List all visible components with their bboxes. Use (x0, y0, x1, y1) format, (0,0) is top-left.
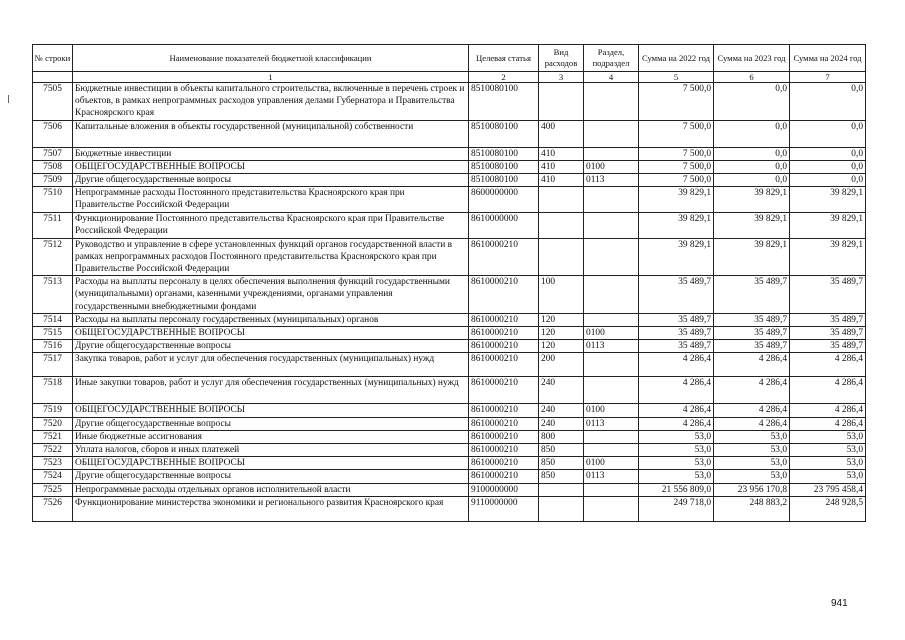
row-sum-2022: 4 286,4 (639, 404, 714, 417)
row-target-code: 8610000000 (469, 212, 539, 238)
row-section (584, 377, 639, 404)
row-expense-type (539, 496, 584, 521)
row-name: Закупка товаров, работ и услуг для обеспечения государственных (муниципальных) нужд (73, 353, 469, 377)
row-sum-2023: 4 286,4 (714, 353, 790, 377)
row-name: ОБЩЕГОСУДАРСТВЕННЫЕ ВОПРОСЫ (73, 457, 469, 470)
row-sum-2023: 0,0 (714, 160, 790, 173)
row-target-code: 8610000210 (469, 377, 539, 404)
row-sum-2024: 248 928,5 (790, 496, 866, 521)
column-number: 6 (714, 72, 790, 83)
table-row (33, 238, 866, 276)
row-sum-2024: 4 286,4 (790, 417, 866, 430)
row-name: Непрограммные расходы отдельных органов исполнительной власти (73, 483, 469, 496)
row-name: Бюджетные инвестиции в объекты капитального строительства, включенные в перечень строек и объектов, в рамках непрограммных расходов управления делами Губернатора и Правительства Красноярского края (73, 83, 469, 121)
row-number: 7514 (33, 313, 73, 326)
row-sum-2022: 53,0 (639, 470, 714, 483)
row-name: Уплата налогов, сборов и иных платежей (73, 444, 469, 457)
row-sum-2022: 7 500,0 (639, 83, 714, 121)
row-sum-2024: 0,0 (790, 147, 866, 160)
row-number: 7512 (33, 238, 73, 276)
table-row (33, 276, 866, 314)
row-section (584, 120, 639, 147)
row-target-code: 8610000210 (469, 404, 539, 417)
row-name: Руководство и управление в сфере установленных функций органов государственной власти в рамках непрограммных расходов Постоянного представительства Красноярского края при Правительстве Российской Федерации (73, 238, 469, 276)
row-target-code: 9110000000 (469, 496, 539, 521)
row-sum-2023: 4 286,4 (714, 404, 790, 417)
row-target-code: 8510080100 (469, 174, 539, 187)
row-sum-2024: 35 489,7 (790, 313, 866, 326)
row-sum-2023: 0,0 (714, 174, 790, 187)
row-expense-type: 120 (539, 327, 584, 340)
row-sum-2024: 4 286,4 (790, 353, 866, 377)
header-sum-2022: Сумма на 2022 год (639, 45, 714, 72)
row-target-code: 8510080100 (469, 120, 539, 147)
row-name: Другие общегосударственные вопросы (73, 470, 469, 483)
row-number: 7524 (33, 470, 73, 483)
row-section (584, 430, 639, 443)
row-sum-2022: 249 718,0 (639, 496, 714, 521)
row-sum-2024: 4 286,4 (790, 404, 866, 417)
row-sum-2024: 0,0 (790, 160, 866, 173)
table-row (33, 483, 866, 496)
row-section: 0100 (584, 457, 639, 470)
column-number: 5 (639, 72, 714, 83)
row-target-code: 9100000000 (469, 483, 539, 496)
row-sum-2023: 0,0 (714, 120, 790, 147)
row-sum-2024: 53,0 (790, 457, 866, 470)
row-expense-type: 240 (539, 404, 584, 417)
row-number: 7525 (33, 483, 73, 496)
row-sum-2024: 35 489,7 (790, 276, 866, 314)
row-name: Капитальные вложения в объекты государственной (муниципальной) собственности (73, 120, 469, 147)
row-number: 7513 (33, 276, 73, 314)
row-expense-type: 410 (539, 160, 584, 173)
header-vid: Вид расходов (539, 45, 584, 72)
table-row (33, 340, 866, 353)
row-name: Функционирование Постоянного представительства Красноярского края при Правительстве Российской Федерации (73, 212, 469, 238)
row-number: 7506 (33, 120, 73, 147)
row-sum-2022: 7 500,0 (639, 147, 714, 160)
row-expense-type: 120 (539, 340, 584, 353)
row-sum-2024: 53,0 (790, 470, 866, 483)
table-row (33, 430, 866, 443)
row-expense-type: 850 (539, 444, 584, 457)
row-number: 7505 (33, 83, 73, 121)
budget-table (32, 44, 866, 522)
row-number: 7521 (33, 430, 73, 443)
row-sum-2024: 53,0 (790, 430, 866, 443)
row-sum-2022: 35 489,7 (639, 327, 714, 340)
column-number-row (33, 72, 866, 83)
header-sum-2023: Сумма на 2023 год (714, 45, 790, 72)
row-section (584, 212, 639, 238)
table-row (33, 404, 866, 417)
table-row (33, 174, 866, 187)
row-target-code: 8610000210 (469, 276, 539, 314)
row-name: Иные бюджетные ассигнования (73, 430, 469, 443)
row-sum-2024: 0,0 (790, 83, 866, 121)
row-sum-2022: 53,0 (639, 457, 714, 470)
row-sum-2024: 0,0 (790, 120, 866, 147)
row-name: Непрограммные расходы Постоянного представительства Красноярского края при Правительстве Российской Федерации (73, 187, 469, 212)
row-number: 7515 (33, 327, 73, 340)
row-section (584, 444, 639, 457)
column-number: 1 (73, 72, 469, 83)
row-sum-2023: 248 883,2 (714, 496, 790, 521)
row-section: 0100 (584, 404, 639, 417)
row-number: 7523 (33, 457, 73, 470)
table-row (33, 313, 866, 326)
row-sum-2022: 35 489,7 (639, 313, 714, 326)
table-row (33, 417, 866, 430)
margin-mark (8, 95, 9, 103)
row-number: 7526 (33, 496, 73, 521)
row-section (584, 147, 639, 160)
row-expense-type: 400 (539, 120, 584, 147)
row-section (584, 83, 639, 121)
row-sum-2024: 4 286,4 (790, 377, 866, 404)
row-section (584, 313, 639, 326)
row-number: 7511 (33, 212, 73, 238)
row-number: 7507 (33, 147, 73, 160)
column-number: 4 (584, 72, 639, 83)
row-target-code: 8610000210 (469, 430, 539, 443)
row-sum-2023: 39 829,1 (714, 238, 790, 276)
row-target-code: 8510080100 (469, 83, 539, 121)
row-sum-2024: 53,0 (790, 444, 866, 457)
row-expense-type (539, 238, 584, 276)
row-target-code: 8610000210 (469, 327, 539, 340)
row-expense-type (539, 187, 584, 212)
table-row (33, 187, 866, 212)
row-expense-type: 410 (539, 147, 584, 160)
row-target-code: 8610000210 (469, 444, 539, 457)
table-row (33, 470, 866, 483)
row-expense-type: 240 (539, 377, 584, 404)
row-sum-2022: 53,0 (639, 430, 714, 443)
row-number: 7518 (33, 377, 73, 404)
row-section (584, 276, 639, 314)
table-row (33, 212, 866, 238)
header-row-no: № строки (33, 45, 73, 72)
row-number: 7517 (33, 353, 73, 377)
row-target-code: 8610000210 (469, 238, 539, 276)
row-sum-2022: 39 829,1 (639, 212, 714, 238)
row-number: 7510 (33, 187, 73, 212)
row-sum-2024: 39 829,1 (790, 238, 866, 276)
header-name: Наименование показателей бюджетной классификации (73, 45, 469, 72)
row-sum-2023: 35 489,7 (714, 313, 790, 326)
row-target-code: 8610000210 (469, 470, 539, 483)
row-sum-2022: 4 286,4 (639, 417, 714, 430)
row-sum-2024: 0,0 (790, 174, 866, 187)
row-section (584, 496, 639, 521)
row-name: Другие общегосударственные вопросы (73, 340, 469, 353)
table-row (33, 353, 866, 377)
row-name: Бюджетные инвестиции (73, 147, 469, 160)
row-target-code: 8510080100 (469, 160, 539, 173)
column-number: 7 (790, 72, 866, 83)
row-name: Расходы на выплаты персоналу в целях обеспечения выполнения функций государственными (муниципальными) органами, казенными учреждениями, органами управления государственными внебюджетными фондами (73, 276, 469, 314)
row-name: Функционирование министерства экономики и регионального развития Красноярского края (73, 496, 469, 521)
row-sum-2022: 4 286,4 (639, 353, 714, 377)
row-sum-2022: 21 556 809,0 (639, 483, 714, 496)
row-sum-2022: 7 500,0 (639, 160, 714, 173)
row-number: 7519 (33, 404, 73, 417)
header-target: Целевая статья (469, 45, 539, 72)
row-expense-type (539, 83, 584, 121)
row-section (584, 238, 639, 276)
row-target-code: 8610000210 (469, 340, 539, 353)
budget-table-body (33, 83, 866, 522)
row-expense-type: 410 (539, 174, 584, 187)
table-row (33, 160, 866, 173)
row-sum-2023: 35 489,7 (714, 327, 790, 340)
row-section (584, 187, 639, 212)
row-sum-2023: 0,0 (714, 147, 790, 160)
row-name: Другие общегосударственные вопросы (73, 174, 469, 187)
row-name: Иные закупки товаров, работ и услуг для обеспечения государственных (муниципальных) нужд (73, 377, 469, 404)
row-target-code: 8600000000 (469, 187, 539, 212)
row-number: 7509 (33, 174, 73, 187)
row-expense-type (539, 212, 584, 238)
row-target-code: 8510080100 (469, 147, 539, 160)
row-sum-2022: 35 489,7 (639, 276, 714, 314)
row-sum-2024: 23 795 458,4 (790, 483, 866, 496)
row-sum-2024: 35 489,7 (790, 327, 866, 340)
column-number: 3 (539, 72, 584, 83)
row-section: 0113 (584, 417, 639, 430)
row-expense-type: 850 (539, 457, 584, 470)
row-sum-2022: 7 500,0 (639, 120, 714, 147)
row-expense-type: 240 (539, 417, 584, 430)
row-number: 7522 (33, 444, 73, 457)
row-target-code: 8610000210 (469, 417, 539, 430)
row-section (584, 353, 639, 377)
row-section: 0113 (584, 340, 639, 353)
row-section: 0113 (584, 174, 639, 187)
row-sum-2023: 35 489,7 (714, 340, 790, 353)
row-sum-2024: 39 829,1 (790, 187, 866, 212)
row-sum-2024: 35 489,7 (790, 340, 866, 353)
table-row (33, 457, 866, 470)
row-sum-2022: 4 286,4 (639, 377, 714, 404)
table-row (33, 147, 866, 160)
row-name: ОБЩЕГОСУДАРСТВЕННЫЕ ВОПРОСЫ (73, 327, 469, 340)
row-name: ОБЩЕГОСУДАРСТВЕННЫЕ ВОПРОСЫ (73, 160, 469, 173)
row-section: 0100 (584, 327, 639, 340)
row-sum-2023: 53,0 (714, 470, 790, 483)
column-number: 2 (469, 72, 539, 83)
row-sum-2022: 39 829,1 (639, 238, 714, 276)
row-sum-2023: 4 286,4 (714, 417, 790, 430)
row-section: 0100 (584, 160, 639, 173)
row-name: ОБЩЕГОСУДАРСТВЕННЫЕ ВОПРОСЫ (73, 404, 469, 417)
row-number: 7516 (33, 340, 73, 353)
row-sum-2023: 35 489,7 (714, 276, 790, 314)
table-row (33, 444, 866, 457)
row-number: 7508 (33, 160, 73, 173)
row-expense-type: 120 (539, 313, 584, 326)
table-row (33, 83, 866, 121)
row-expense-type: 100 (539, 276, 584, 314)
table-row (33, 327, 866, 340)
row-sum-2023: 39 829,1 (714, 212, 790, 238)
row-sum-2023: 4 286,4 (714, 377, 790, 404)
row-name: Другие общегосударственные вопросы (73, 417, 469, 430)
row-sum-2023: 53,0 (714, 444, 790, 457)
row-sum-2023: 39 829,1 (714, 187, 790, 212)
row-sum-2023: 0,0 (714, 83, 790, 121)
row-target-code: 8610000210 (469, 457, 539, 470)
column-number (33, 72, 73, 83)
row-sum-2022: 39 829,1 (639, 187, 714, 212)
row-name: Расходы на выплаты персоналу государственных (муниципальных) органов (73, 313, 469, 326)
row-sum-2023: 23 956 170,8 (714, 483, 790, 496)
row-section: 0113 (584, 470, 639, 483)
row-target-code: 8610000210 (469, 353, 539, 377)
table-row (33, 496, 866, 521)
row-expense-type: 200 (539, 353, 584, 377)
row-expense-type: 850 (539, 470, 584, 483)
header-razdel: Раздел, подраздел (584, 45, 639, 72)
row-section (584, 483, 639, 496)
row-sum-2022: 7 500,0 (639, 174, 714, 187)
page-number: 941 (831, 598, 848, 609)
header-row (33, 45, 866, 72)
row-target-code: 8610000210 (469, 313, 539, 326)
row-sum-2023: 53,0 (714, 430, 790, 443)
table-row (33, 377, 866, 404)
row-sum-2023: 53,0 (714, 457, 790, 470)
row-sum-2022: 35 489,7 (639, 340, 714, 353)
row-sum-2024: 39 829,1 (790, 212, 866, 238)
row-sum-2022: 53,0 (639, 444, 714, 457)
row-number: 7520 (33, 417, 73, 430)
row-expense-type (539, 483, 584, 496)
row-expense-type: 800 (539, 430, 584, 443)
table-row (33, 120, 866, 147)
header-sum-2024: Сумма на 2024 год (790, 45, 866, 72)
